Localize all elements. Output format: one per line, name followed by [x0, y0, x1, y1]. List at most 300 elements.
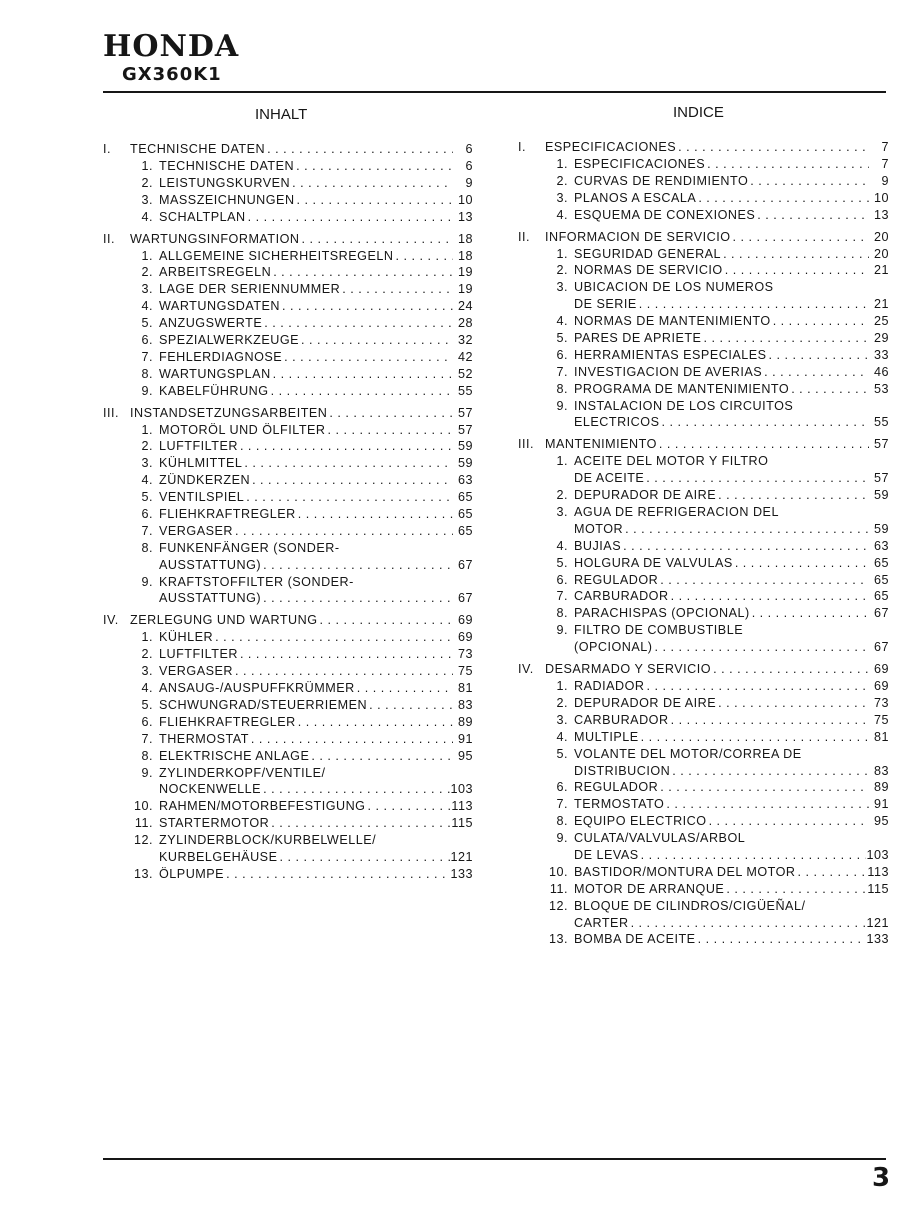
item-title-line: KABELFÜHRUNG [159, 383, 269, 398]
item-title-line: REGULADOR [574, 780, 659, 795]
item-number: 8. [141, 748, 153, 763]
toc-item[interactable] [103, 438, 473, 455]
item-page: 67 [457, 557, 473, 572]
dot-leader [644, 678, 869, 695]
item-page: 67 [873, 640, 889, 655]
item-page: 42 [457, 349, 473, 364]
model-name: GX360K1 [122, 64, 222, 85]
toc-item[interactable] [103, 697, 473, 714]
dot-leader [658, 572, 869, 589]
dot-leader [246, 209, 453, 226]
toc-item[interactable] [103, 332, 473, 349]
item-title-line: MASSZEICHNUNGEN [159, 192, 295, 207]
item-number: 5. [556, 331, 568, 346]
toc-item[interactable] [518, 605, 889, 622]
toc-item-continuation[interactable] [518, 847, 889, 864]
item-number: 7. [141, 349, 153, 364]
toc-item-continuation[interactable] [103, 590, 473, 607]
item-page: 81 [457, 681, 473, 696]
toc-item[interactable] [103, 832, 473, 849]
item-page: 57 [873, 471, 889, 486]
item-title-line: ZYLINDERBLOCK/KURBELWELLE/ [159, 833, 377, 848]
toc-item[interactable] [518, 864, 889, 881]
item-page: 10 [457, 192, 473, 207]
item-title-line: ESQUEMA DE CONEXIONES [574, 207, 756, 222]
item-number: 7. [556, 797, 568, 812]
item-number: 7. [141, 731, 153, 746]
dot-leader [233, 523, 453, 540]
dot-leader [748, 173, 869, 190]
dot-leader [644, 470, 869, 487]
item-title-line: ZÜNDKERZEN [159, 473, 251, 488]
item-page: 67 [873, 606, 889, 621]
toc-item-continuation[interactable] [518, 763, 889, 780]
section-number: III. [518, 437, 534, 452]
item-number: 1. [141, 630, 153, 645]
toc-item[interactable] [103, 866, 473, 883]
item-number: 8. [556, 381, 568, 396]
section-page: 57 [457, 405, 473, 420]
toc-item[interactable] [103, 455, 473, 472]
item-title-line: BASTIDOR/MONTURA DEL MOTOR [574, 864, 796, 879]
toc-item[interactable] [518, 830, 889, 847]
item-page: 65 [457, 523, 473, 538]
toc-item[interactable] [518, 313, 889, 330]
section-title: ESPECIFICACIONES [545, 140, 677, 154]
toc-item[interactable] [518, 330, 889, 347]
toc-section[interactable] [103, 230, 473, 248]
item-page: 69 [457, 630, 473, 645]
dot-leader [290, 175, 453, 192]
dot-leader [707, 813, 869, 830]
toc-item[interactable] [518, 538, 889, 555]
section-number: II. [103, 231, 115, 246]
item-number: 2. [141, 265, 153, 280]
item-title-line: VOLANTE DEL MOTOR/CORREA DE [574, 746, 802, 761]
item-number: 2. [556, 173, 568, 188]
toc-item[interactable] [103, 366, 473, 383]
toc-item[interactable] [518, 729, 889, 746]
dot-leader [696, 931, 867, 948]
item-page: 21 [873, 297, 889, 312]
toc-item-continuation[interactable] [518, 915, 889, 932]
item-page: 83 [873, 763, 889, 778]
toc-item[interactable] [518, 813, 889, 830]
item-number: 13. [548, 932, 568, 947]
toc-item[interactable] [518, 190, 889, 207]
item-title-line: PLANOS A ESCALA [574, 190, 697, 205]
item-title-line: NORMAS DE MANTENIMIENTO [574, 314, 771, 329]
item-number: 4. [141, 209, 153, 224]
item-page: 73 [457, 647, 473, 662]
toc-item[interactable] [518, 881, 889, 898]
dot-leader [659, 414, 869, 431]
toc-item[interactable] [518, 504, 889, 521]
item-number: 8. [556, 606, 568, 621]
toc-item[interactable] [103, 175, 473, 192]
toc-item-continuation[interactable] [518, 470, 889, 487]
section-page: 18 [457, 231, 473, 246]
item-title-line: AUSSTATTUNG) [159, 557, 262, 572]
item-number: 3. [141, 282, 153, 297]
item-title-line: PARACHISPAS (OPCIONAL) [574, 606, 750, 621]
toc-item[interactable] [103, 383, 473, 400]
item-page: 33 [873, 347, 889, 362]
item-page: 115 [451, 816, 473, 831]
dot-leader [327, 404, 453, 422]
section-title: INFORMACION DE SERVICIO [545, 229, 731, 244]
dot-leader [639, 847, 867, 864]
dot-leader [294, 158, 453, 175]
item-title-line: ACEITE DEL MOTOR Y FILTRO [574, 454, 769, 469]
dot-leader [750, 605, 869, 622]
toc-section[interactable] [518, 435, 889, 453]
dot-leader [670, 763, 869, 780]
dot-leader [696, 190, 869, 207]
item-title-line: MOTORÖL UND ÖLFILTER [159, 422, 326, 437]
dot-leader [277, 849, 450, 866]
dot-leader [269, 383, 453, 400]
toc-item[interactable] [518, 246, 889, 263]
toc-section[interactable] [518, 660, 889, 678]
item-title-line: INSTALACION DE LOS CIRCUITOS [574, 398, 794, 413]
item-number: 7. [556, 589, 568, 604]
item-title-line: DE LEVAS [574, 847, 639, 862]
dot-leader [716, 695, 869, 712]
toc-item[interactable] [103, 523, 473, 540]
item-page: 28 [457, 316, 473, 331]
dot-leader [299, 230, 453, 248]
toc-item[interactable] [518, 931, 889, 948]
toc-item-continuation[interactable] [518, 296, 889, 313]
toc-item[interactable] [103, 192, 473, 209]
item-number: 5. [141, 490, 153, 505]
toc-item[interactable] [103, 680, 473, 697]
toc-item[interactable] [518, 381, 889, 398]
dot-leader [340, 281, 453, 298]
toc-item-continuation[interactable] [518, 414, 889, 431]
toc-item[interactable] [103, 714, 473, 731]
item-title-line: DISTRIBUCION [574, 763, 671, 778]
item-number: 6. [141, 507, 153, 522]
footer-rule [103, 1158, 886, 1160]
item-title-line: LEISTUNGSKURVEN [159, 175, 291, 190]
item-page: 10 [873, 190, 889, 205]
toc-item[interactable] [518, 156, 889, 173]
dot-leader [767, 347, 869, 364]
item-number: 8. [556, 814, 568, 829]
toc-item[interactable] [103, 574, 473, 591]
toc-item[interactable] [103, 815, 473, 832]
toc-item[interactable] [518, 279, 889, 296]
item-number: 7. [556, 364, 568, 379]
item-title-line: SEGURIDAD GENERAL [574, 246, 722, 261]
toc-item[interactable] [103, 489, 473, 506]
item-page: 25 [873, 314, 889, 329]
item-title-line: RAHMEN/MOTORBEFESTIGUNG [159, 799, 366, 814]
item-page: 89 [457, 714, 473, 729]
item-page: 65 [873, 572, 889, 587]
dot-leader [637, 296, 869, 313]
section-title: WARTUNGSINFORMATION [130, 231, 300, 246]
toc-item-continuation[interactable] [518, 639, 889, 656]
item-number: 3. [556, 712, 568, 727]
item-number: 3. [141, 456, 153, 471]
section-number: IV. [103, 613, 119, 628]
item-title-line: CARTER [574, 915, 629, 930]
toc-section[interactable] [103, 404, 473, 422]
toc-item[interactable] [518, 712, 889, 729]
item-number: 3. [141, 192, 153, 207]
item-page: 55 [457, 383, 473, 398]
item-page: 6 [465, 159, 473, 173]
toc-item[interactable] [518, 487, 889, 504]
toc-item[interactable] [103, 422, 473, 439]
toc-column-es [518, 138, 889, 948]
toc-item[interactable] [518, 453, 889, 470]
toc-item[interactable] [103, 349, 473, 366]
item-number: 2. [556, 488, 568, 503]
dot-leader [309, 748, 453, 765]
toc-item[interactable] [103, 209, 473, 226]
toc-item[interactable] [103, 315, 473, 332]
toc-section[interactable] [518, 138, 889, 156]
item-title-line: EQUIPO ELECTRICO [574, 814, 707, 829]
item-page: 46 [873, 364, 889, 379]
toc-item[interactable] [518, 779, 889, 796]
dot-leader [261, 557, 453, 574]
toc-item[interactable] [103, 248, 473, 265]
item-number: 9. [141, 383, 153, 398]
item-title-line: SPEZIALWERKZEUGE [159, 333, 300, 348]
toc-item[interactable] [518, 364, 889, 381]
section-number: I. [518, 140, 526, 154]
toc-item[interactable] [103, 731, 473, 748]
item-number: 10. [548, 864, 568, 879]
dot-leader [658, 779, 869, 796]
dot-leader [250, 472, 453, 489]
toc-item[interactable] [103, 646, 473, 663]
section-title: MANTENIMIENTO [545, 437, 657, 452]
item-title-line: KURBELGEHÄUSE [159, 849, 278, 864]
toc-heading-de: INHALT [255, 106, 308, 123]
item-title-line: FEHLERDIAGNOSE [159, 349, 283, 364]
dot-leader [724, 881, 867, 898]
item-number: 4. [141, 299, 153, 314]
item-page: 75 [873, 712, 889, 727]
dot-leader [365, 798, 451, 815]
item-page: 9 [465, 175, 473, 190]
dot-leader [621, 538, 869, 555]
item-number: 4. [141, 681, 153, 696]
section-title: INSTANDSETZUNGSARBEITEN [130, 405, 328, 420]
item-number: 8. [141, 366, 153, 381]
item-page: 59 [457, 439, 473, 454]
item-title-line: ZYLINDERKOPF/VENTILE/ [159, 765, 326, 780]
dot-leader [355, 680, 453, 697]
toc-item[interactable] [103, 158, 473, 175]
item-title-line: ANZUGSWERTE [159, 316, 263, 331]
dot-leader [771, 313, 869, 330]
item-number: 4. [556, 207, 568, 222]
item-number: 3. [556, 505, 568, 520]
toc-item[interactable] [103, 264, 473, 281]
dot-leader [705, 156, 869, 173]
dot-leader [280, 298, 453, 315]
item-title-line: KÜHLER [159, 630, 214, 645]
item-number: 2. [141, 647, 153, 662]
dot-leader [367, 697, 453, 714]
dot-leader [755, 207, 869, 224]
toc-item[interactable] [518, 695, 889, 712]
item-page: 18 [457, 248, 473, 263]
toc-item[interactable] [518, 555, 889, 572]
item-number: 2. [556, 695, 568, 710]
toc-section[interactable] [518, 228, 889, 246]
item-number: 6. [141, 714, 153, 729]
section-page: 57 [873, 437, 889, 452]
item-title-line: BOMBA DE ACEITE [574, 932, 696, 947]
item-title-line: CULATA/VALVULAS/ARBOL [574, 831, 746, 846]
toc-item[interactable] [518, 588, 889, 605]
dot-leader [233, 663, 453, 680]
dot-leader [731, 228, 869, 246]
header-rule [103, 91, 886, 93]
toc-item[interactable] [518, 678, 889, 695]
item-page: 19 [457, 265, 473, 280]
toc-item[interactable] [103, 765, 473, 782]
item-page: 95 [873, 814, 889, 829]
item-title-line: CURVAS DE RENDIMIENTO [574, 173, 749, 188]
toc-item[interactable] [518, 347, 889, 364]
dot-leader [669, 588, 869, 605]
dot-leader [238, 438, 453, 455]
item-number: 1. [141, 248, 153, 263]
item-number: 6. [556, 572, 568, 587]
toc-item[interactable] [518, 398, 889, 415]
item-number: 1. [556, 246, 568, 261]
item-title-line: CARBURADOR [574, 589, 669, 604]
item-number: 9. [141, 765, 153, 780]
dot-leader [295, 192, 453, 209]
toc-item[interactable] [518, 898, 889, 915]
item-page: 121 [866, 915, 889, 930]
item-number: 4. [556, 538, 568, 553]
toc-item-continuation[interactable] [518, 521, 889, 538]
item-page: 121 [450, 849, 473, 864]
toc-column-de [103, 140, 473, 883]
section-page: 20 [873, 229, 889, 244]
dot-leader [261, 590, 453, 607]
item-title-line: WARTUNGSDATEN [159, 299, 281, 314]
toc-item[interactable] [103, 472, 473, 489]
page-number: 3 [872, 1163, 891, 1193]
item-title-line: DEPURADOR DE AIRE [574, 488, 717, 503]
item-title-line: AGUA DE REFRIGERACION DEL [574, 505, 779, 520]
dot-leader [213, 629, 453, 646]
item-number: 9. [556, 831, 568, 846]
section-number: III. [103, 405, 119, 420]
item-page: 133 [450, 866, 473, 881]
toc-item[interactable] [518, 262, 889, 279]
dot-leader [676, 138, 869, 156]
item-number: 1. [141, 159, 153, 173]
item-number: 5. [556, 746, 568, 761]
item-number: 5. [141, 316, 153, 331]
dot-leader [242, 455, 453, 472]
toc-item-continuation[interactable] [103, 781, 473, 798]
toc-item[interactable] [518, 173, 889, 190]
toc-item[interactable] [518, 796, 889, 813]
item-page: 21 [873, 263, 889, 278]
toc-item-continuation[interactable] [103, 849, 473, 866]
item-page: 53 [873, 381, 889, 396]
item-page: 103 [866, 847, 889, 862]
item-page: 57 [457, 422, 473, 437]
item-title-line: DEPURADOR DE AIRE [574, 695, 717, 710]
item-title-line: KRAFTSTOFFILTER (SONDER- [159, 574, 354, 589]
toc-section[interactable] [103, 611, 473, 629]
item-number: 2. [141, 439, 153, 454]
item-title-line: INVESTIGACION DE AVERIAS [574, 364, 763, 379]
item-number: 9. [556, 398, 568, 413]
toc-item[interactable] [518, 622, 889, 639]
toc-item[interactable] [518, 746, 889, 763]
section-number: II. [518, 229, 530, 244]
item-number: 1. [141, 422, 153, 437]
toc-item[interactable] [103, 748, 473, 765]
item-title-line: NOCKENWELLE [159, 782, 262, 797]
toc-item[interactable] [103, 298, 473, 315]
item-number: 1. [556, 157, 568, 171]
section-title: DESARMADO Y SERVICIO [545, 662, 712, 677]
item-number: 5. [556, 555, 568, 570]
dot-leader [271, 264, 453, 281]
toc-item[interactable] [103, 798, 473, 815]
item-page: 59 [873, 521, 889, 536]
section-title: TECHNISCHE DATEN [130, 142, 266, 156]
dot-leader [701, 330, 869, 347]
dot-leader [716, 487, 869, 504]
dot-leader [318, 611, 453, 629]
item-number: 4. [556, 729, 568, 744]
item-number: 6. [556, 780, 568, 795]
item-title-line: LUFTFILTER [159, 439, 238, 454]
dot-leader [639, 729, 869, 746]
item-title-line: FUNKENFÄNGER (SONDER- [159, 540, 340, 555]
toc-item[interactable] [103, 663, 473, 680]
item-title-line: THERMOSTAT [159, 731, 249, 746]
item-number: 10. [133, 799, 153, 814]
toc-item[interactable] [103, 281, 473, 298]
toc-item[interactable] [103, 540, 473, 557]
item-number: 4. [556, 314, 568, 329]
toc-item[interactable] [103, 506, 473, 523]
dot-leader [623, 521, 869, 538]
dot-leader [296, 714, 453, 731]
toc-item[interactable] [518, 207, 889, 224]
dot-leader [296, 506, 453, 523]
toc-item[interactable] [518, 572, 889, 589]
toc-section[interactable] [103, 140, 473, 158]
item-number: 3. [556, 190, 568, 205]
toc-item-continuation[interactable] [103, 557, 473, 574]
item-title-line: MOTOR [574, 521, 624, 536]
item-page: 63 [873, 538, 889, 553]
toc-item[interactable] [103, 629, 473, 646]
section-title: ZERLEGUNG UND WARTUNG [130, 613, 318, 628]
item-page: 59 [457, 456, 473, 471]
